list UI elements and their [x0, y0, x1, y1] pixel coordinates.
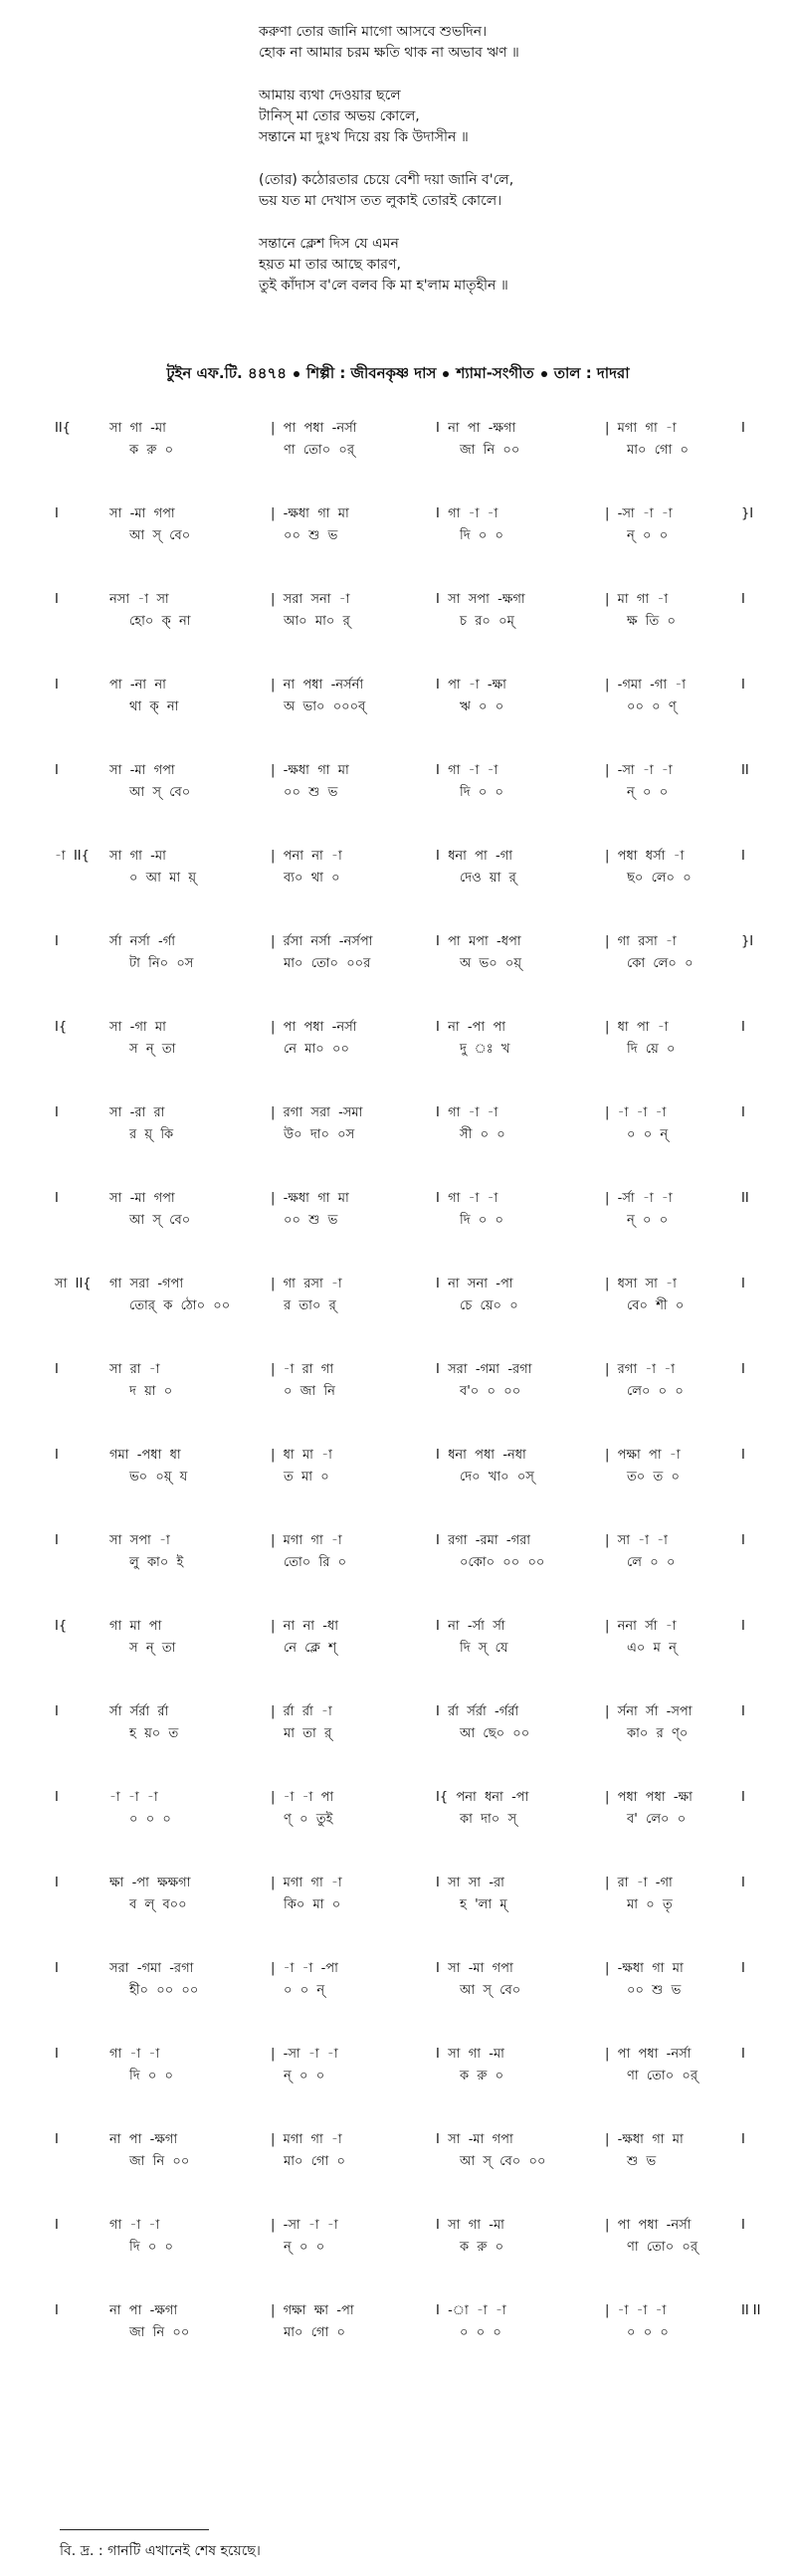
syllable-group: ব'০ ০ ০০	[460, 1384, 521, 1399]
note-group: I	[741, 421, 745, 436]
note-group: II II	[741, 2303, 761, 2318]
note-group: I	[741, 2218, 745, 2233]
note-group: | -ক্ষধা গা মা	[271, 1191, 349, 1206]
syllable-group: লে ০ ০	[627, 1555, 676, 1570]
syllable-group: হ 'লা ম্	[460, 1897, 507, 1912]
row-lead-marker: I	[55, 1961, 59, 1976]
syllable-group: ন্ ০ ০	[627, 1213, 669, 1228]
syllable-group: থা ক্ না	[129, 699, 179, 714]
syllable-group: সী ০ ০	[460, 1127, 505, 1142]
row-lead-marker: I	[55, 1704, 59, 1719]
note-group: গা -া -া	[109, 2218, 160, 2233]
note-group: পা -না না	[109, 678, 166, 693]
syllable-group: টা নি০ ০স	[129, 956, 194, 971]
note-group: | -র্সা -া -া	[605, 1191, 673, 1206]
syllable-group: দে০ খা০ ০স্	[460, 1470, 534, 1485]
note-group: নসা -া সা	[109, 592, 169, 607]
note-group: | -া -া -া	[605, 1105, 667, 1120]
syllable-group: স ন্ তা	[129, 1641, 176, 1656]
note-group: | পধা পধা -ক্ষা	[605, 1790, 693, 1805]
notation-row	[0, 999, 796, 1085]
note-group: II	[741, 1191, 749, 1206]
note-group: | -ক্ষধা গা মা	[271, 763, 349, 778]
note-group: র্সা র্সর্রা র্রা	[109, 1704, 169, 1719]
syllable-group: ক রু ০	[129, 443, 174, 458]
syllable-group: র য়্ কি	[129, 1127, 174, 1142]
note-group: I পা -া -ক্ষা	[436, 678, 506, 693]
syllable-group: ০ ০ ন্	[284, 1983, 325, 1998]
syllable-group: উ০ দা০ ০স	[284, 1127, 355, 1142]
syllable-group: ০ জা নি	[284, 1384, 335, 1399]
notation-row	[0, 1256, 796, 1341]
note-group: গা -া -া	[109, 2047, 160, 2062]
note-group: }I	[741, 506, 754, 521]
syllable-group: ০০ শু ভ	[284, 1213, 338, 1228]
syllable-group: র তা০ র্	[284, 1298, 336, 1313]
syllable-group: ত০ ত ০	[627, 1470, 680, 1485]
note-group: I{ পনা ধনা -পা	[436, 1790, 529, 1805]
syllable-group: হ য়০ ত	[129, 1726, 179, 1741]
note-group: | -সা -া -া	[271, 2218, 338, 2233]
syllable-group: ০০ ০ ণ্	[627, 699, 677, 714]
row-lead-marker: I	[55, 1790, 59, 1805]
note-group: I না পা -ক্ষগা	[436, 421, 516, 436]
note-group: সা -গা মা	[109, 1020, 166, 1035]
note-group: | গা রসা -া	[605, 934, 677, 949]
note-group: সা -মা গপা	[109, 1191, 175, 1206]
note-group: | পা পধা -নর্সা	[271, 421, 357, 436]
note-group: | -ক্ষধা গা মা	[605, 2132, 684, 2147]
row-lead-marker: I	[55, 763, 59, 778]
syllable-group: জা নি ০০	[129, 2154, 190, 2169]
note-group: I -া -া -া	[436, 2303, 506, 2318]
note-group: | ধা মা -া	[271, 1448, 332, 1463]
lyric-line: সন্তানে মা দুঃখ দিয়ে রয় কি উদাসীন ॥	[259, 129, 469, 145]
row-lead-marker: I	[55, 1533, 59, 1548]
note-group: | সা -া -া	[605, 1533, 668, 1548]
note-group: I	[741, 1533, 745, 1548]
row-lead-marker: I	[55, 1105, 59, 1120]
lyric-line: হয়ত মা তার আছে কারণ,	[259, 257, 401, 273]
row-lead-marker: I	[55, 1191, 59, 1206]
note-group: I না -র্সা র্সা	[436, 1619, 505, 1634]
note-group: | -গমা -গা -া	[605, 678, 687, 693]
syllable-group: হী০ ০০ ০০	[129, 1983, 199, 1998]
syllable-group: ত মা ০	[284, 1470, 329, 1485]
syllable-group: ০০ শু ভ	[284, 528, 338, 543]
row-lead-marker: I	[55, 506, 59, 521]
note-group: | ননা র্সা -া	[605, 1619, 677, 1634]
lyric-line: (তোর) কঠোরতার চেয়ে বেশী দয়া জানি ব'লে,	[259, 172, 514, 188]
note-group: }I	[741, 934, 754, 949]
syllable-group: দ য়া ০	[129, 1384, 173, 1399]
footnote: বি. দ্র. : গানটি এখানেই শেষ হয়েছে।	[60, 2543, 261, 2559]
syllable-group: ব' লে০ ০	[627, 1812, 687, 1827]
syllable-group: এ০ ম ন্	[627, 1641, 677, 1656]
note-group: I	[741, 1448, 745, 1463]
record-number: টুইন এফ.টি. ৪৪৭৪	[166, 364, 287, 382]
syllable-group: দি স্ যে	[460, 1641, 508, 1656]
note-group: | সরা সনা -া	[271, 592, 350, 607]
note-group: I ধনা পা -গা	[436, 849, 513, 864]
row-lead-marker: I	[55, 1362, 59, 1377]
syllable-group: স ন্ তা	[129, 1042, 176, 1057]
syllable-group: হো০ ক্ না	[129, 614, 191, 629]
syllable-group: অ ভ০ ০য়্	[460, 956, 522, 971]
artist: শিল্পী : জীবনকৃষ্ণ দাস	[305, 364, 437, 382]
notation	[0, 400, 796, 2368]
stanza	[259, 170, 756, 212]
syllable-group: ণা তো০ ০র্	[284, 443, 355, 458]
note-group: I র্রা র্সর্রা -র্গর্রা	[436, 1704, 519, 1719]
syllable-group: মা তা র্	[284, 1726, 332, 1741]
row-lead-marker: সা II{	[55, 1277, 92, 1291]
syllable-group: আ০ মা০ র্	[284, 614, 350, 629]
syllable-group: ঋ ০ ০	[460, 699, 504, 714]
syllable-group: ন্ ০ ০	[284, 2240, 325, 2255]
note-group: | -সা -া -া	[605, 506, 673, 521]
note-group: সা গা -মা	[109, 421, 166, 436]
note-group: সা -মা গপা	[109, 506, 175, 521]
syllable-group: মা০ গো ০	[627, 443, 689, 458]
row-lead-marker: I	[55, 2047, 59, 2062]
syllable-group: তো০ রি ০	[284, 1555, 347, 1570]
note-group: -া -া -া	[109, 1790, 158, 1805]
notation-row	[0, 571, 796, 657]
row-lead-marker: I	[55, 592, 59, 607]
syllable-group: ০০ শু ভ	[627, 1983, 682, 1998]
syllable-group: মা০ গো ০	[284, 2154, 345, 2169]
note-group: | র্রা র্রা -া	[271, 1704, 332, 1719]
syllable-group: ন্ ০ ০	[627, 528, 669, 543]
notation-row	[0, 742, 796, 828]
lyric-line: তুই কাঁদাস ব'লে বলব কি মা হ'লাম মাতৃহীন ॥	[259, 278, 508, 294]
note-group: I গা -া -া	[436, 1105, 498, 1120]
notation-row	[0, 828, 796, 913]
note-group: I সা সা -রা	[436, 1876, 504, 1890]
syllable-group: অ ভা০ ০০০ব্	[284, 699, 366, 714]
note-group: গা সরা -গপা	[109, 1277, 184, 1291]
note-group: I সা গা -মা	[436, 2047, 504, 2062]
note-group: | র্সনা র্সা -সপা	[605, 1704, 693, 1719]
taal: তাল : দাদরা	[553, 364, 630, 382]
notation-row	[0, 657, 796, 742]
syllable-group: বে০ শী ০	[627, 1298, 685, 1313]
lyrics	[259, 22, 756, 318]
note-group: | পা পধা -নর্সা	[605, 2218, 692, 2233]
note-group: I গা -া -া	[436, 763, 498, 778]
note-group: | মগা গা -া	[271, 2132, 342, 2147]
row-lead-marker: I	[55, 934, 59, 949]
syllable-group: দি ০ ০	[129, 2069, 173, 2083]
note-group: | ধা পা -া	[605, 1020, 669, 1035]
note-group: I	[741, 849, 745, 864]
syllable-group: ব ল্ ব০০	[129, 1897, 187, 1912]
syllable-group: শু ভ	[627, 2154, 657, 2169]
syllable-group: আ স্ বে০	[129, 528, 191, 543]
note-group: I	[741, 1619, 745, 1634]
notation-row	[0, 913, 796, 999]
syllable-group: লু কা০ ই	[129, 1555, 184, 1570]
notation-row	[0, 1598, 796, 1684]
syllable-group: ন্ ০ ০	[627, 785, 669, 800]
notation-row	[0, 2282, 796, 2368]
syllable-group: ০ ০ ০	[460, 2325, 501, 2340]
note-group: সা সপা -া	[109, 1533, 170, 1548]
note-group: I গা -া -া	[436, 506, 498, 521]
note-group: I না -পা পা	[436, 1020, 506, 1035]
notation-row	[0, 1855, 796, 1940]
syllable-group: ণা তো০ ০র্	[627, 2069, 698, 2083]
syllable-group: কি০ মা ০	[284, 1897, 341, 1912]
syllable-group: জা নি ০০	[129, 2325, 190, 2340]
row-lead-marker: I	[55, 2303, 59, 2318]
note-group: II	[741, 763, 749, 778]
note-group: | পনা না -া	[271, 849, 342, 864]
note-group: | -সা -া -া	[271, 2047, 338, 2062]
note-group: সরা -গমা -রগা	[109, 1961, 194, 1976]
syllable-group: আ স্ বে০	[129, 785, 191, 800]
notation-row	[0, 400, 796, 486]
note-group: | রা -া -গা	[605, 1876, 673, 1890]
syllable-group: ০ ০ ন্	[627, 1127, 669, 1142]
syllable-group: কো লে০ ০	[627, 956, 694, 971]
notation-row	[0, 1512, 796, 1598]
note-group: I	[741, 1790, 745, 1805]
note-group: সা রা -া	[109, 1362, 160, 1377]
notation-row	[0, 1940, 796, 2026]
row-lead-marker: I	[55, 2218, 59, 2233]
note-group: | -ক্ষধা গা মা	[605, 1961, 684, 1976]
lyric-line: সন্তানে ক্লেশ দিস যে এমন	[259, 236, 399, 252]
note-group: | ধসা সা -া	[605, 1277, 677, 1291]
note-group: গমা -পধা ধা	[109, 1448, 181, 1463]
notation-row	[0, 1085, 796, 1170]
notation-row	[0, 1170, 796, 1256]
note-group: | -া রা গা	[271, 1362, 334, 1377]
stanza	[259, 86, 756, 148]
lyric-line: ভয় যত মা দেখাস তত লুকাই তোরই কোলে।	[259, 193, 502, 209]
note-group: I রগা -রমা -গরা	[436, 1533, 531, 1548]
syllable-group: দেও য়া র্	[460, 871, 516, 886]
note-group: I	[741, 678, 745, 693]
note-group: I সা গা -মা	[436, 2218, 504, 2233]
row-lead-marker: I	[55, 2132, 59, 2147]
notation-row	[0, 1341, 796, 1427]
note-group: I	[741, 1362, 745, 1377]
syllable-group: আ স্ বে০	[129, 1213, 191, 1228]
syllable-group: দি ০ ০	[460, 528, 503, 543]
note-group: সা -রা রা	[109, 1105, 165, 1120]
syllable-group: দি ০ ০	[460, 1213, 503, 1228]
syllable-group: জা নি ০০	[460, 443, 520, 458]
row-lead-marker: -া II{	[55, 849, 90, 864]
note-group: না পা -ক্ষগা	[109, 2303, 178, 2318]
note-group: | -ক্ষধা গা মা	[271, 506, 349, 521]
note-group: I সরা -গমা -রগা	[436, 1362, 532, 1377]
note-group: | গা রসা -া	[271, 1277, 342, 1291]
notation-row	[0, 1684, 796, 1769]
syllable-group: লে০ ০ ০	[627, 1384, 684, 1399]
note-group: I গা -া -া	[436, 1191, 498, 1206]
note-group: I	[741, 1020, 745, 1035]
notation-row	[0, 2026, 796, 2111]
lyric-line: টানিস্ মা তোর অভয় কোলে,	[259, 108, 420, 124]
syllable-group: নে ক্লে শ্	[284, 1641, 337, 1656]
note-group: | মা গা -া	[605, 592, 669, 607]
bullet-separator	[443, 371, 449, 377]
syllable-group: কা০ র ণ্০	[627, 1726, 689, 1741]
note-group: I	[741, 1105, 745, 1120]
note-group: | মগা গা -া	[271, 1876, 342, 1890]
note-group: I সা সপা -ক্ষগা	[436, 592, 525, 607]
note-group: | পা পধা -নর্সা	[605, 2047, 692, 2062]
row-lead-marker: I{	[55, 1619, 68, 1634]
syllable-group: ০ আ মা য়্	[129, 871, 197, 886]
note-group: | পা পধা -নর্সা	[271, 1020, 357, 1035]
note-group: | -সা -া -া	[605, 763, 673, 778]
note-group: | মগা গা -া	[271, 1533, 342, 1548]
bullet-separator	[541, 371, 547, 377]
note-group: I সা -মা গপা	[436, 2132, 513, 2147]
lyric-line: হোক না আমার চরম ক্ষতি থাক না অভাব ঋণ ॥	[259, 45, 519, 61]
notation-row	[0, 1769, 796, 1855]
note-group: I	[741, 1876, 745, 1890]
syllable-group: দি ০ ০	[129, 2240, 173, 2255]
note-group: I	[741, 592, 745, 607]
note-group: I	[741, 2132, 745, 2147]
row-lead-marker: I	[55, 1876, 59, 1890]
row-lead-marker: I	[55, 1448, 59, 1463]
note-group: না পা -ক্ষগা	[109, 2132, 178, 2147]
row-lead-marker: II{	[55, 421, 71, 436]
bullet-separator	[294, 371, 299, 377]
syllable-group: মা০ তো০ ০০র	[284, 956, 371, 971]
syllable-group: চ র০ ০ম্	[460, 614, 514, 629]
note-group: | রগা সরা -সমা	[271, 1105, 363, 1120]
syllable-group: তোর্ ক ঠো০ ০০	[129, 1298, 231, 1313]
syllable-group: ক রু ০	[460, 2069, 504, 2083]
note-group: I	[741, 1961, 745, 1976]
syllable-group: ভ০ ০য়্ য	[129, 1470, 188, 1485]
note-group: | রগা -া -া	[605, 1362, 676, 1377]
stanza	[259, 22, 756, 64]
syllable-group: চে য়ে০ ০	[460, 1298, 518, 1313]
note-group: | -া -া -পা	[271, 1961, 338, 1976]
syllable-group: কা দা০ স্	[460, 1812, 517, 1827]
note-group: I না সনা -পা	[436, 1277, 513, 1291]
syllable-group: আ ছে০ ০০	[460, 1726, 530, 1741]
note-group: | -া -া পা	[271, 1790, 334, 1805]
syllable-group: দি ০ ০	[460, 785, 503, 800]
syllable-group: মা ০ তৃ	[627, 1897, 673, 1912]
syllable-group: ক রু ০	[460, 2240, 504, 2255]
note-group: | র্রসা নর্সা -নর্সপা	[271, 934, 373, 949]
syllable-group: আ স্ বে০ ০০	[460, 2154, 546, 2169]
syllable-group: ন্ ০ ০	[284, 2069, 325, 2083]
note-group: I	[741, 1704, 745, 1719]
song-meta	[0, 362, 796, 387]
note-group: সা -মা গপা	[109, 763, 175, 778]
notation-row	[0, 486, 796, 571]
syllable-group: ছ০ লে০ ০	[627, 871, 692, 886]
notation-row	[0, 1427, 796, 1512]
syllable-group: ণা তো০ ০র্	[627, 2240, 698, 2255]
note-group: | -া -া -া	[605, 2303, 667, 2318]
lyric-line: করুণা তোর জানি মাগো আসবে শুভদিন।	[259, 24, 488, 40]
genre: শ্যামা-সংগীত	[456, 364, 534, 382]
syllable-group: ০০ শু ভ	[284, 785, 338, 800]
note-group: | না পধা -নর্সর্না	[271, 678, 364, 693]
note-group: | গক্ষা ক্ষা -পা	[271, 2303, 354, 2318]
note-group: I ধনা পধা -নধা	[436, 1448, 526, 1463]
note-group: I	[741, 2047, 745, 2062]
note-group: ক্ষা -পা ক্ষক্ষগা	[109, 1876, 191, 1890]
syllable-group: আ স্ বে০	[460, 1983, 521, 1998]
note-group: র্সা নর্সা -র্গা	[109, 934, 175, 949]
syllable-group: ০ ০ ০	[129, 1812, 171, 1827]
syllable-group: দি য়ে ০	[627, 1042, 676, 1057]
note-group: সা গা -মা	[109, 849, 166, 864]
syllable-group: ০ ০ ০	[627, 2325, 669, 2340]
note-group: I	[741, 1277, 745, 1291]
note-group: | পক্ষা পা -া	[605, 1448, 681, 1463]
note-group: | মগা গা -া	[605, 421, 677, 436]
footnote-divider	[60, 2529, 209, 2530]
notation-row	[0, 2197, 796, 2282]
syllable-group: ক্ষ তি ০	[627, 614, 676, 629]
lyric-line: আমায় ব্যথা দেওয়ার ছলে	[259, 88, 401, 103]
row-lead-marker: I	[55, 678, 59, 693]
syllable-group: ণ্ ০ তুই	[284, 1812, 333, 1827]
syllable-group: দু ঃ খ	[460, 1042, 510, 1057]
note-group: | পধা ধর্সা -া	[605, 849, 685, 864]
syllable-group: ব্য০ থা ০	[284, 871, 340, 886]
note-group: | না না -ধা	[271, 1619, 338, 1634]
syllable-group: মা০ গো ০	[284, 2325, 345, 2340]
syllable-group: নে মা০ ০০	[284, 1042, 349, 1057]
note-group: গা মা পা	[109, 1619, 162, 1634]
syllable-group: ০কো০ ০০ ০০	[460, 1555, 545, 1570]
notation-row	[0, 2111, 796, 2197]
stanza	[259, 234, 756, 297]
row-lead-marker: I{	[55, 1020, 68, 1035]
note-group: I সা -মা গপা	[436, 1961, 513, 1976]
note-group: I পা মপা -ধপা	[436, 934, 521, 949]
